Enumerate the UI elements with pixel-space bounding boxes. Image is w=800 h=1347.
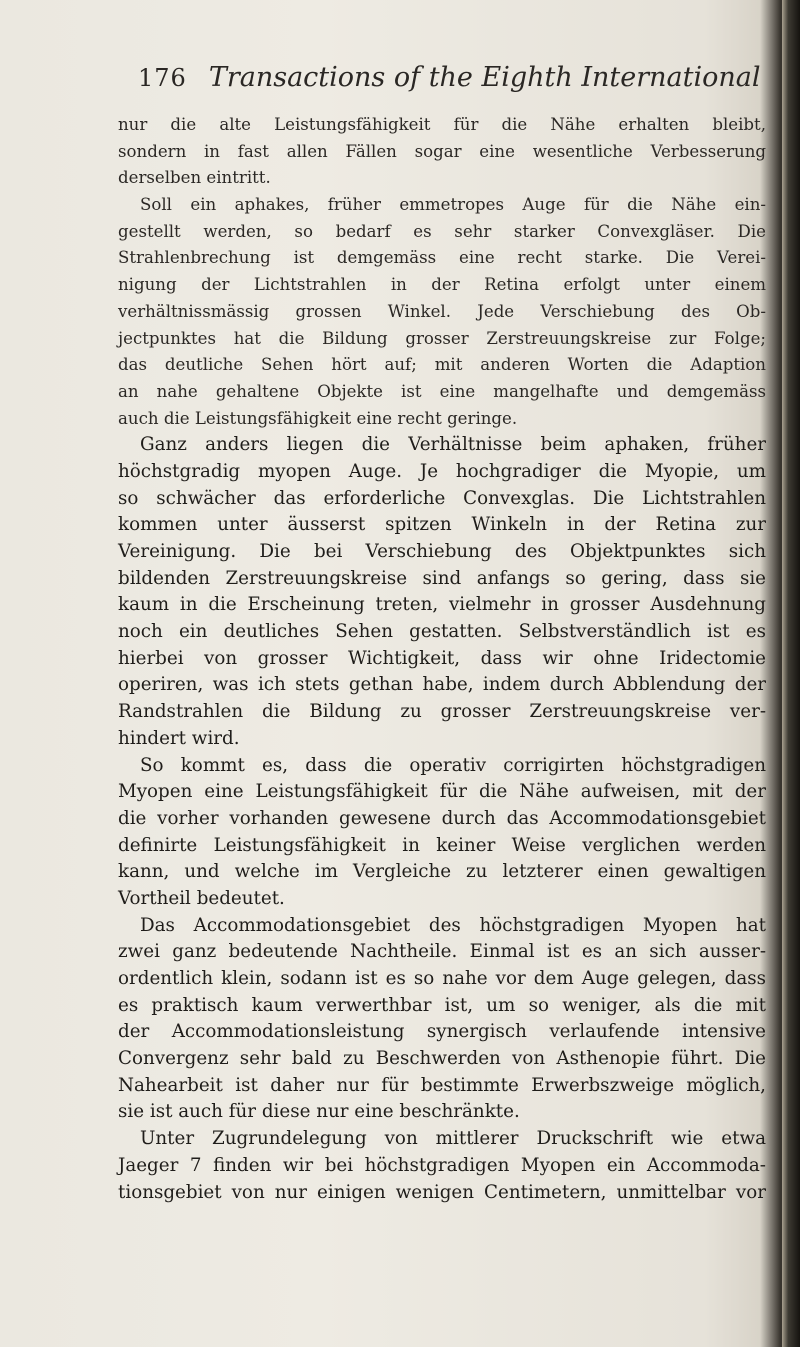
text-line: es praktisch kaum verwerthbar ist, um so weniger, als die mit bbox=[118, 994, 766, 1016]
text-line: So kommt es, dass die operativ corrigirten höchstgradigen bbox=[140, 754, 766, 776]
text-line: hindert wird. bbox=[118, 727, 240, 749]
text-line: höchstgradig myopen Auge. Je hochgradiger die Myopie, um bbox=[118, 460, 766, 482]
text-line: zwei ganz bedeutende Nachtheile. Einmal ist es an sich ausser- bbox=[118, 941, 766, 963]
text-line: Vereinigung. Die bei Verschiebung des Objektpunktes sich bbox=[118, 541, 766, 562]
text-line: tionsgebiet von nur einigen wenigen Centimetern, unmittelbar vor bbox=[118, 1181, 766, 1203]
text-line: Convergenz sehr bald zu Beschwerden von Asthenopie führt. Die bbox=[118, 1048, 766, 1070]
text-line: derselben eintritt. bbox=[118, 168, 271, 188]
text-line: Myopen eine Leistungsfähigkeit für die Nähe aufweisen, mit der bbox=[118, 781, 766, 803]
text-line: gestellt werden, so bedarf es sehr starker Convexgläser. Die bbox=[118, 221, 766, 241]
text-line: verhältnissmässig grossen Winkel. Jede Verschiebung des Ob- bbox=[118, 301, 766, 321]
text-line: Randstrahlen die Bildung zu grosser Zerstreuungskreise ver- bbox=[118, 701, 766, 723]
text-line: Nahearbeit ist daher nur für bestimmte Erwerbszweige möglich, bbox=[118, 1074, 766, 1096]
text-line: Strahlenbrechung ist demgemäss eine recht starke. Die Verei- bbox=[118, 248, 766, 268]
text-line: Soll ein aphakes, früher emmetropes Auge für die Nähe ein- bbox=[140, 195, 766, 215]
text-line: die vorher vorhanden gewesene durch das Accommodationsgebiet bbox=[118, 807, 766, 829]
text-line: Ganz anders liegen die Verhältnisse beim aphaken, früher bbox=[140, 434, 766, 456]
text-line: der Accommodationsleistung synergisch verlaufende intensive bbox=[118, 1021, 766, 1043]
text-line: jectpunktes hat die Bildung grosser Zerstreuungskreise zur Folge; bbox=[118, 328, 766, 348]
text-line: noch ein deutliches Sehen gestatten. Selbstverständlich ist es bbox=[118, 621, 766, 643]
text-line: auch die Leistungsfähigkeit eine recht geringe. bbox=[118, 408, 518, 428]
text-line: Vortheil bedeutet. bbox=[118, 887, 285, 909]
text-line: an nahe gehaltene Objekte ist eine mangelhafte und demgemäss bbox=[118, 381, 766, 401]
text-line: Das Accommodationsgebiet des höchstgradigen Myopen hat bbox=[140, 914, 766, 936]
page-header bbox=[138, 62, 760, 93]
body-text bbox=[118, 112, 766, 1206]
text-line: so schwächer das erforderliche Convexglas. Die Lichtstrahlen bbox=[118, 487, 766, 509]
page-number: 176 bbox=[138, 64, 187, 92]
text-line: Unter Zugrundelegung von mittlerer Druckschrift wie etwa bbox=[140, 1128, 766, 1150]
text-line: operiren, was ich stets gethan habe, indem durch Abblendung der bbox=[118, 674, 766, 696]
text-line: bildenden Zerstreuungskreise sind anfangs so gering, dass sie bbox=[118, 567, 766, 589]
text-line: hierbei von grosser Wichtigkeit, dass wir ohne Iridectomie bbox=[118, 647, 766, 669]
text-line: kaum in die Erscheinung treten, vielmehr in grosser Ausdehnung bbox=[118, 594, 766, 616]
text-line: Jaeger 7 finden wir bei höchstgradigen Myopen ein Accommoda- bbox=[118, 1154, 766, 1176]
text-line: kann, und welche im Vergleiche zu letzterer einen gewaltigen bbox=[118, 861, 766, 883]
text-line: kommen unter äusserst spitzen Winkeln in der Retina zur bbox=[118, 514, 766, 536]
running-title: Transactions of the Eighth International bbox=[208, 62, 761, 93]
text-line: sondern in fast allen Fällen sogar eine wesentliche Verbesserung bbox=[118, 141, 766, 161]
text-line: sie ist auch für diese nur eine beschränkte. bbox=[118, 1101, 520, 1123]
text-line: nigung der Lichtstrahlen in der Retina erfolgt unter einem bbox=[118, 275, 766, 295]
text-line: definirte Leistungsfähigkeit in keiner Weise verglichen werden bbox=[118, 834, 766, 856]
text-line: ordentlich klein, sodann ist es so nahe vor dem Auge gelegen, dass bbox=[118, 968, 766, 989]
text-line: nur die alte Leistungsfähigkeit für die Nähe erhalten bleibt, bbox=[118, 115, 766, 134]
book-binding-edge bbox=[782, 0, 800, 1347]
text-line: das deutliche Sehen hört auf; mit anderen Worten die Adaption bbox=[118, 355, 766, 375]
